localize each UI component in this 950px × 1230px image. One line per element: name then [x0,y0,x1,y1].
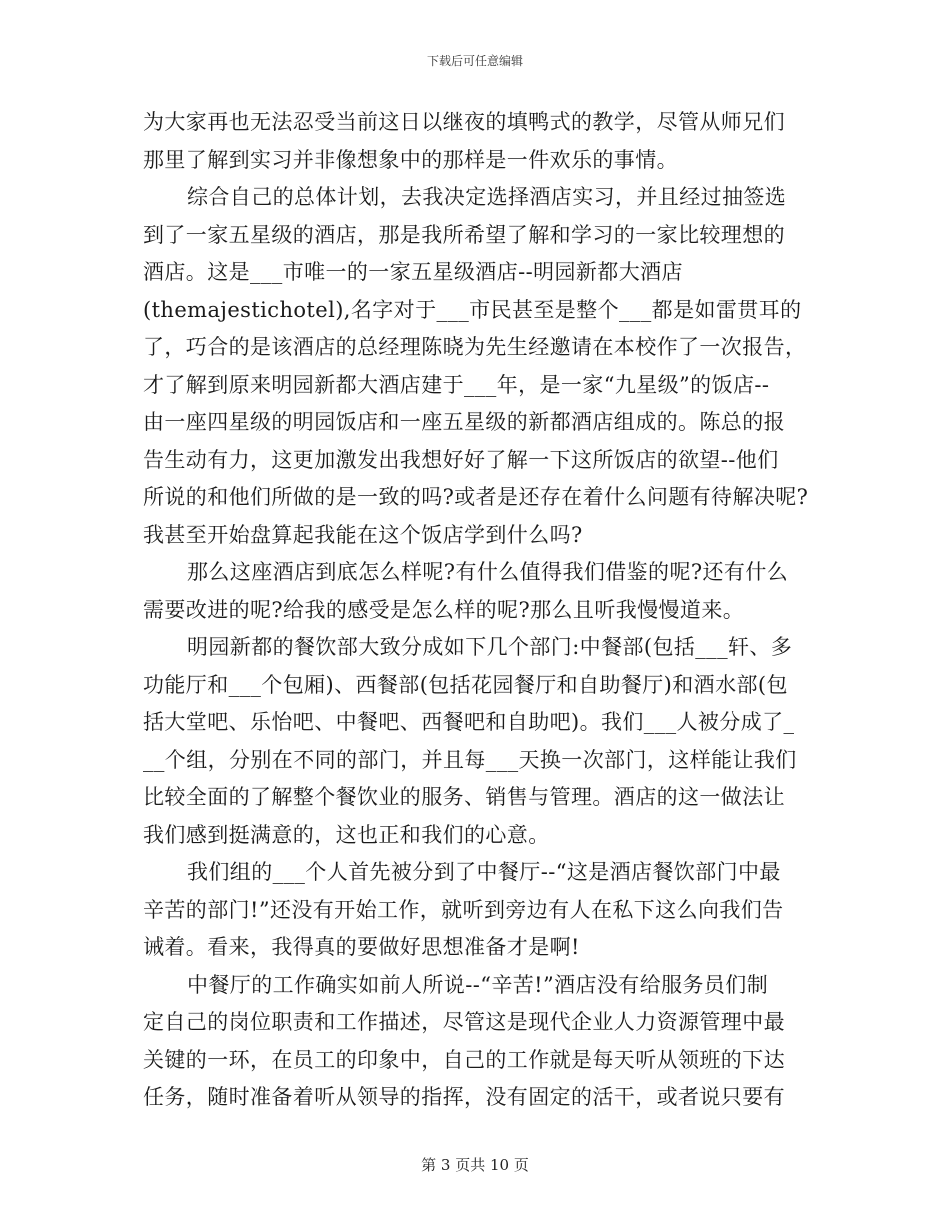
text-line: 告生动有力，这更加激发出我想好好了解一下这所饭店的欲望--他们 [143,447,779,472]
text-line: 综合自己的总体计划，去我决定选择酒店实习，并且经过抽签选 [187,185,787,209]
text-line: 关键的一环，在员工的印象中，自己的工作就是每天听从领班的下达 [143,1047,785,1072]
document-body [143,104,807,1117]
text-line: (themajestichotel),名字对于___市民甚至是整个___都是如雷贯耳的 [143,297,802,322]
text-line: 那么这座酒店到底怎么样呢?有什么值得我们借鉴的呢?还有什么 [187,560,789,584]
text-line: 中餐厅的工作确实如前人所说--“辛苦!”酒店没有给服务员们制 [187,972,769,997]
text-line: 明园新都的餐饮部大致分成如下几个部门:中餐部(包括___轩、多 [187,635,793,659]
text-line: 所说的和他们所做的是一致的吗?或者是还存在着什么问题有待解决呢? [143,485,809,509]
text-line: 括大堂吧、乐怡吧、中餐吧、西餐吧和自助吧)。我们___人被分成了_ [143,710,795,734]
text-line: 诫着。看来，我得真的要做好思想准备才是啊! [143,935,580,959]
text-line: 辛苦的部门!”还没有开始工作，就听到旁边有人在私下这么向我们告 [143,897,784,922]
text-line: 定自己的岗位职责和工作描述，尽管这是现代企业人力资源管理中最 [143,1010,785,1034]
text-line: 需要改进的呢?给我的感受是怎么样的呢?那么且听我慢慢道来。 [143,597,745,622]
text-line: 为大家再也无法忍受当前这日以继夜的填鸭式的教学，尽管从师兄们 [143,110,785,134]
text-line: 我甚至开始盘算起我能在这个饭店学到什么吗? [143,522,583,547]
page-footer: 第 3 页共 10 页 [421,1156,529,1174]
text-line: 我们感到挺满意的，这也正和我们的心意。 [143,822,550,847]
text-line: 才了解到原来明园新都大酒店建于___年，是一家“九星级”的饭店-- [143,372,770,397]
text-line: 了，巧合的是该酒店的总经理陈晓为先生经邀请在本校作了一次报告， [143,335,807,359]
text-line: 那里了解到实习并非像想象中的那样是一件欢乐的事情。 [143,147,678,172]
text-line: 由一座四星级的明园饭店和一座五星级的新都酒店组成的。陈总的报 [143,410,785,434]
text-line: 任务，随时准备着听从领导的指挥，没有固定的活干，或者说只要有 [143,1085,785,1109]
text-line: 比较全面的了解整个餐饮业的服务、销售与管理。酒店的这一做法让 [143,785,785,809]
text-line: 我们组的___个人首先被分到了中餐厅--“这是酒店餐饮部门中最 [187,860,781,884]
text-line: 功能厅和___个包厢)、西餐部(包括花园餐厅和自助餐厅)和酒水部(包 [143,672,788,697]
text-line: __个组，分别在不同的部门，并且每___天换一次部门，这样能让我们 [143,747,797,772]
text-line: 到了一家五星级的酒店，那是我所希望了解和学习的一家比较理想的 [143,222,785,247]
text-line: 酒店。这是___市唯一的一家五星级酒店--明园新都大酒店 [143,260,683,284]
page-header: 下载后可任意编辑 [426,54,523,68]
